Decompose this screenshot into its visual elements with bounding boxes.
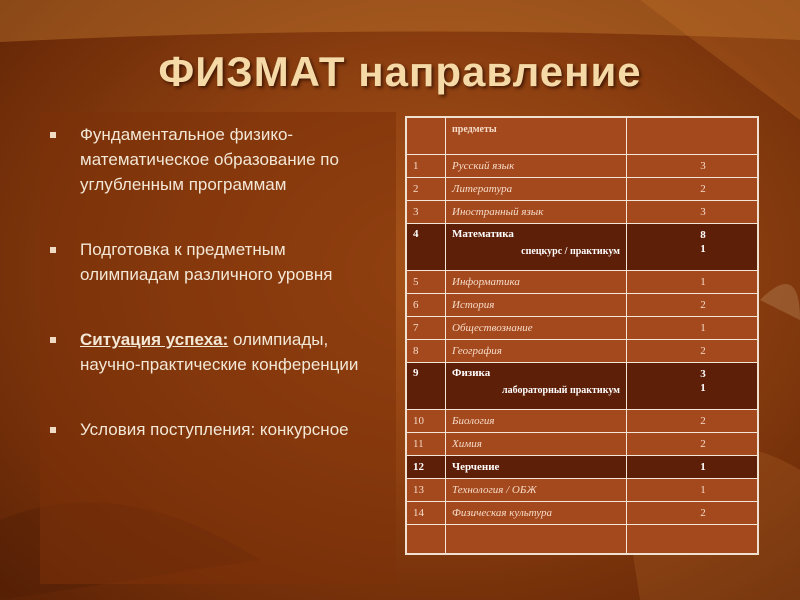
row-subject: Химия bbox=[446, 433, 627, 456]
row-subject: Технология / ОБЖ bbox=[446, 479, 627, 502]
table-row bbox=[406, 317, 758, 340]
row-subject: Биология bbox=[446, 410, 627, 433]
row-hours: 2 bbox=[627, 294, 759, 317]
table-row-highlighted bbox=[406, 363, 758, 410]
bullet-text: олимпиады, научно-практические конференции bbox=[80, 330, 359, 374]
row-hours: 3 bbox=[627, 201, 759, 224]
row-hours-main: 8 bbox=[700, 229, 706, 241]
row-subject: Литература bbox=[446, 178, 627, 201]
bullet-text: Подготовка к предметным олимпиадам различного уровня bbox=[80, 240, 333, 284]
row-hours: 1 bbox=[627, 317, 759, 340]
empty-cell bbox=[627, 525, 759, 555]
table-row bbox=[406, 502, 758, 525]
table-row bbox=[406, 340, 758, 363]
empty-cell bbox=[446, 525, 627, 555]
row-num: 10 bbox=[406, 410, 446, 433]
row-hours-main: 3 bbox=[700, 368, 706, 380]
row-hours bbox=[627, 224, 759, 271]
row-num: 6 bbox=[406, 294, 446, 317]
row-num: 14 bbox=[406, 502, 446, 525]
slide-title: ФИЗМАТ направление bbox=[158, 48, 642, 95]
subjects-table bbox=[405, 116, 759, 555]
table-row-highlighted bbox=[406, 456, 758, 479]
row-subject bbox=[446, 363, 627, 410]
row-subject: Обществознание bbox=[446, 317, 627, 340]
row-num: 8 bbox=[406, 340, 446, 363]
header-num-cell bbox=[406, 117, 446, 155]
table-header-row bbox=[406, 117, 758, 155]
row-hours: 2 bbox=[627, 340, 759, 363]
header-value-cell bbox=[627, 117, 759, 155]
table-row-empty bbox=[406, 525, 758, 555]
table-row bbox=[406, 294, 758, 317]
row-hours: 2 bbox=[627, 410, 759, 433]
table-row-highlighted bbox=[406, 224, 758, 271]
bullet-square-icon bbox=[50, 427, 56, 433]
table-row bbox=[406, 201, 758, 224]
row-num: 1 bbox=[406, 155, 446, 178]
row-subject: Иностранный язык bbox=[446, 201, 627, 224]
row-num: 4 bbox=[406, 224, 446, 271]
bullet-item bbox=[48, 327, 388, 377]
table-row bbox=[406, 433, 758, 456]
row-num: 9 bbox=[406, 363, 446, 410]
row-subject: Русский язык bbox=[446, 155, 627, 178]
bullet-text: Фундаментальное физико-математическое образование по углубленным программам bbox=[80, 125, 339, 194]
row-hours: 2 bbox=[627, 502, 759, 525]
bullet-text: Условия поступления: конкурсное bbox=[80, 420, 349, 439]
row-subject-name: Математика bbox=[452, 228, 514, 240]
table-row bbox=[406, 155, 758, 178]
row-hours-extra: 1 bbox=[700, 243, 706, 255]
row-subject-sub: спецкурс / практикум bbox=[521, 246, 620, 257]
row-hours: 2 bbox=[627, 433, 759, 456]
row-hours bbox=[627, 363, 759, 410]
row-subject bbox=[446, 224, 627, 271]
row-num: 2 bbox=[406, 178, 446, 201]
table-row bbox=[406, 271, 758, 294]
row-subject: География bbox=[446, 340, 627, 363]
row-subject: История bbox=[446, 294, 627, 317]
bullet-item bbox=[48, 237, 388, 287]
row-subject-name: Физика bbox=[452, 367, 491, 379]
row-hours-extra: 1 bbox=[700, 382, 706, 394]
table-row bbox=[406, 479, 758, 502]
row-subject: Информатика bbox=[446, 271, 627, 294]
row-hours: 1 bbox=[627, 456, 759, 479]
bullet-list bbox=[48, 122, 388, 442]
bullet-item bbox=[48, 122, 388, 197]
bullet-emphasis: Ситуация успеха: bbox=[80, 330, 229, 349]
bullet-square-icon bbox=[50, 337, 56, 343]
row-hours: 3 bbox=[627, 155, 759, 178]
row-hours: 2 bbox=[627, 178, 759, 201]
table-row bbox=[406, 410, 758, 433]
bullet-square-icon bbox=[50, 247, 56, 253]
table-row bbox=[406, 178, 758, 201]
row-num: 12 bbox=[406, 456, 446, 479]
row-num: 3 bbox=[406, 201, 446, 224]
bullet-square-icon bbox=[50, 132, 56, 138]
row-num: 11 bbox=[406, 433, 446, 456]
bullet-item bbox=[48, 417, 388, 442]
row-hours: 1 bbox=[627, 271, 759, 294]
row-hours: 1 bbox=[627, 479, 759, 502]
row-num: 7 bbox=[406, 317, 446, 340]
row-subject: Черчение bbox=[446, 456, 627, 479]
header-subjects-cell: предметы bbox=[446, 117, 627, 155]
row-num: 5 bbox=[406, 271, 446, 294]
row-subject-sub: лабораторный практикум bbox=[501, 385, 620, 396]
row-num: 13 bbox=[406, 479, 446, 502]
empty-cell bbox=[406, 525, 446, 555]
row-subject: Физическая культура bbox=[446, 502, 627, 525]
